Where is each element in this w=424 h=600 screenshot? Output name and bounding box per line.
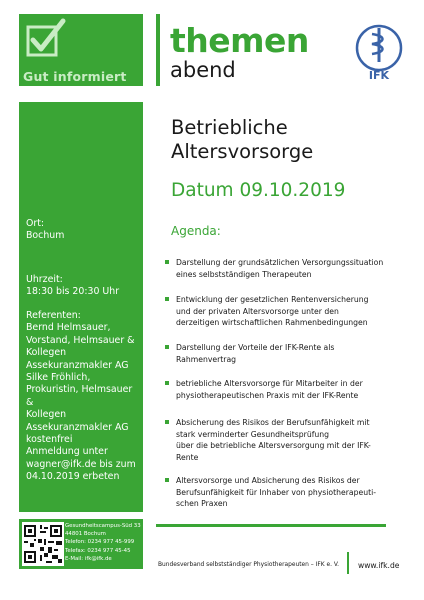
- agenda-item: Entwicklung der gesetzlichen Rentenversicherung und der privaten Altersvorsorge unter den derzeitigen wirtschaftlichen Rahmenbedingungen: [164, 294, 404, 329]
- registration-line: 04.10.2019 erbeten: [26, 471, 120, 483]
- bullet-icon: [165, 345, 169, 349]
- agenda-item: Darstellung der grundsätzlichen Versorgungssituation eines selbstständigen Therapeuten: [164, 257, 404, 280]
- bullet-icon: [165, 420, 169, 424]
- footer-website-link[interactable]: www.ifk.de: [358, 561, 400, 570]
- header-title-abend: abend: [170, 58, 236, 82]
- speaker-line: Vorstand, Helmsauer &: [26, 334, 135, 346]
- registration-line: wagner@ifk.de bis zum: [26, 458, 136, 470]
- contact-address: [65, 522, 141, 563]
- speaker-line: Kollegen: [26, 347, 67, 359]
- event-date: Datum 09.10.2019: [171, 180, 346, 201]
- event-details-sidebar: [19, 102, 143, 512]
- footer-separator: [347, 552, 349, 574]
- speaker-line: Assekuranzmakler AG: [26, 359, 129, 371]
- phone-line: Telefon: 0234 977 45-999: [65, 539, 135, 546]
- speaker-line: Assekuranzmakler AG: [26, 421, 129, 433]
- ifk-logo-text: IFK: [368, 69, 390, 82]
- address-line: 44801 Bochum: [65, 531, 106, 538]
- speaker-line: Bernd Helmsauer,: [26, 322, 111, 334]
- header-divider: [156, 14, 160, 86]
- logo-caption: Gut informiert: [23, 69, 127, 84]
- speaker-line: Prokuristin, Helmsauer &: [26, 384, 133, 408]
- location-label: Ort:: [26, 218, 45, 229]
- bullet-icon: [165, 478, 169, 482]
- event-title-line: Altersvorsorge: [171, 140, 314, 163]
- registration-line: Anmeldung unter: [26, 446, 108, 458]
- footer-org-name: Bundesverband selbstständiger Physiotherapeuten – IFK e. V.: [158, 562, 339, 568]
- agenda-item: Altersvorsorge und Absicherung des Risikos der Berufsunfähigkeit für Inhaber von physiotherapeuti- schen Praxen: [164, 475, 404, 510]
- registration-line: kostenfrei: [26, 434, 73, 445]
- checkmark-icon: [25, 18, 67, 60]
- bullet-icon: [165, 297, 169, 301]
- speaker-line: Kollegen: [26, 409, 67, 421]
- agenda-item: Darstellung der Vorteile der IFK-Rente als Rahmenvertrag: [164, 342, 404, 365]
- speakers-section: [26, 310, 140, 434]
- speaker-line: Silke Fröhlich,: [26, 372, 91, 384]
- speakers-label: Referenten:: [26, 310, 81, 321]
- event-title-line: Betriebliche: [171, 116, 288, 139]
- fax-line: Telefax: 0234 977 45-45: [65, 547, 131, 554]
- time-label: Uhrzeit:: [26, 274, 63, 285]
- time-section: [26, 274, 140, 299]
- event-title: [171, 116, 313, 164]
- agenda-item: Absicherung des Risikos der Berufsunfähigkeit mit stark verminderter Gesundheitsprüfung über die betriebliche Altersversorgung mit der IFK- Rente: [164, 417, 404, 463]
- contact-box: [19, 519, 143, 569]
- ifk-staff-logo-icon: [352, 24, 406, 82]
- agenda-heading: Agenda:: [171, 224, 221, 238]
- registration-section: [26, 434, 140, 484]
- bullet-icon: [165, 381, 169, 385]
- gut-informiert-logo: [19, 14, 143, 86]
- address-line: Gesundheitscampus-Süd 33: [65, 523, 141, 529]
- email-line: E-Mail: ifk@ifk.de: [65, 555, 112, 562]
- location-value: Bochum: [26, 230, 65, 242]
- header-title-themen: themen: [170, 21, 309, 60]
- time-value: 18:30 bis 20:30 Uhr: [26, 286, 120, 298]
- qr-code-icon[interactable]: [22, 522, 64, 566]
- footer-divider: [156, 524, 386, 527]
- location-section: [26, 218, 140, 243]
- agenda-item: betriebliche Altersvorsorge für Mitarbeiter in der physiotherapeutischen Praxis mit der IFK-Rente: [164, 378, 404, 401]
- bullet-icon: [165, 260, 169, 264]
